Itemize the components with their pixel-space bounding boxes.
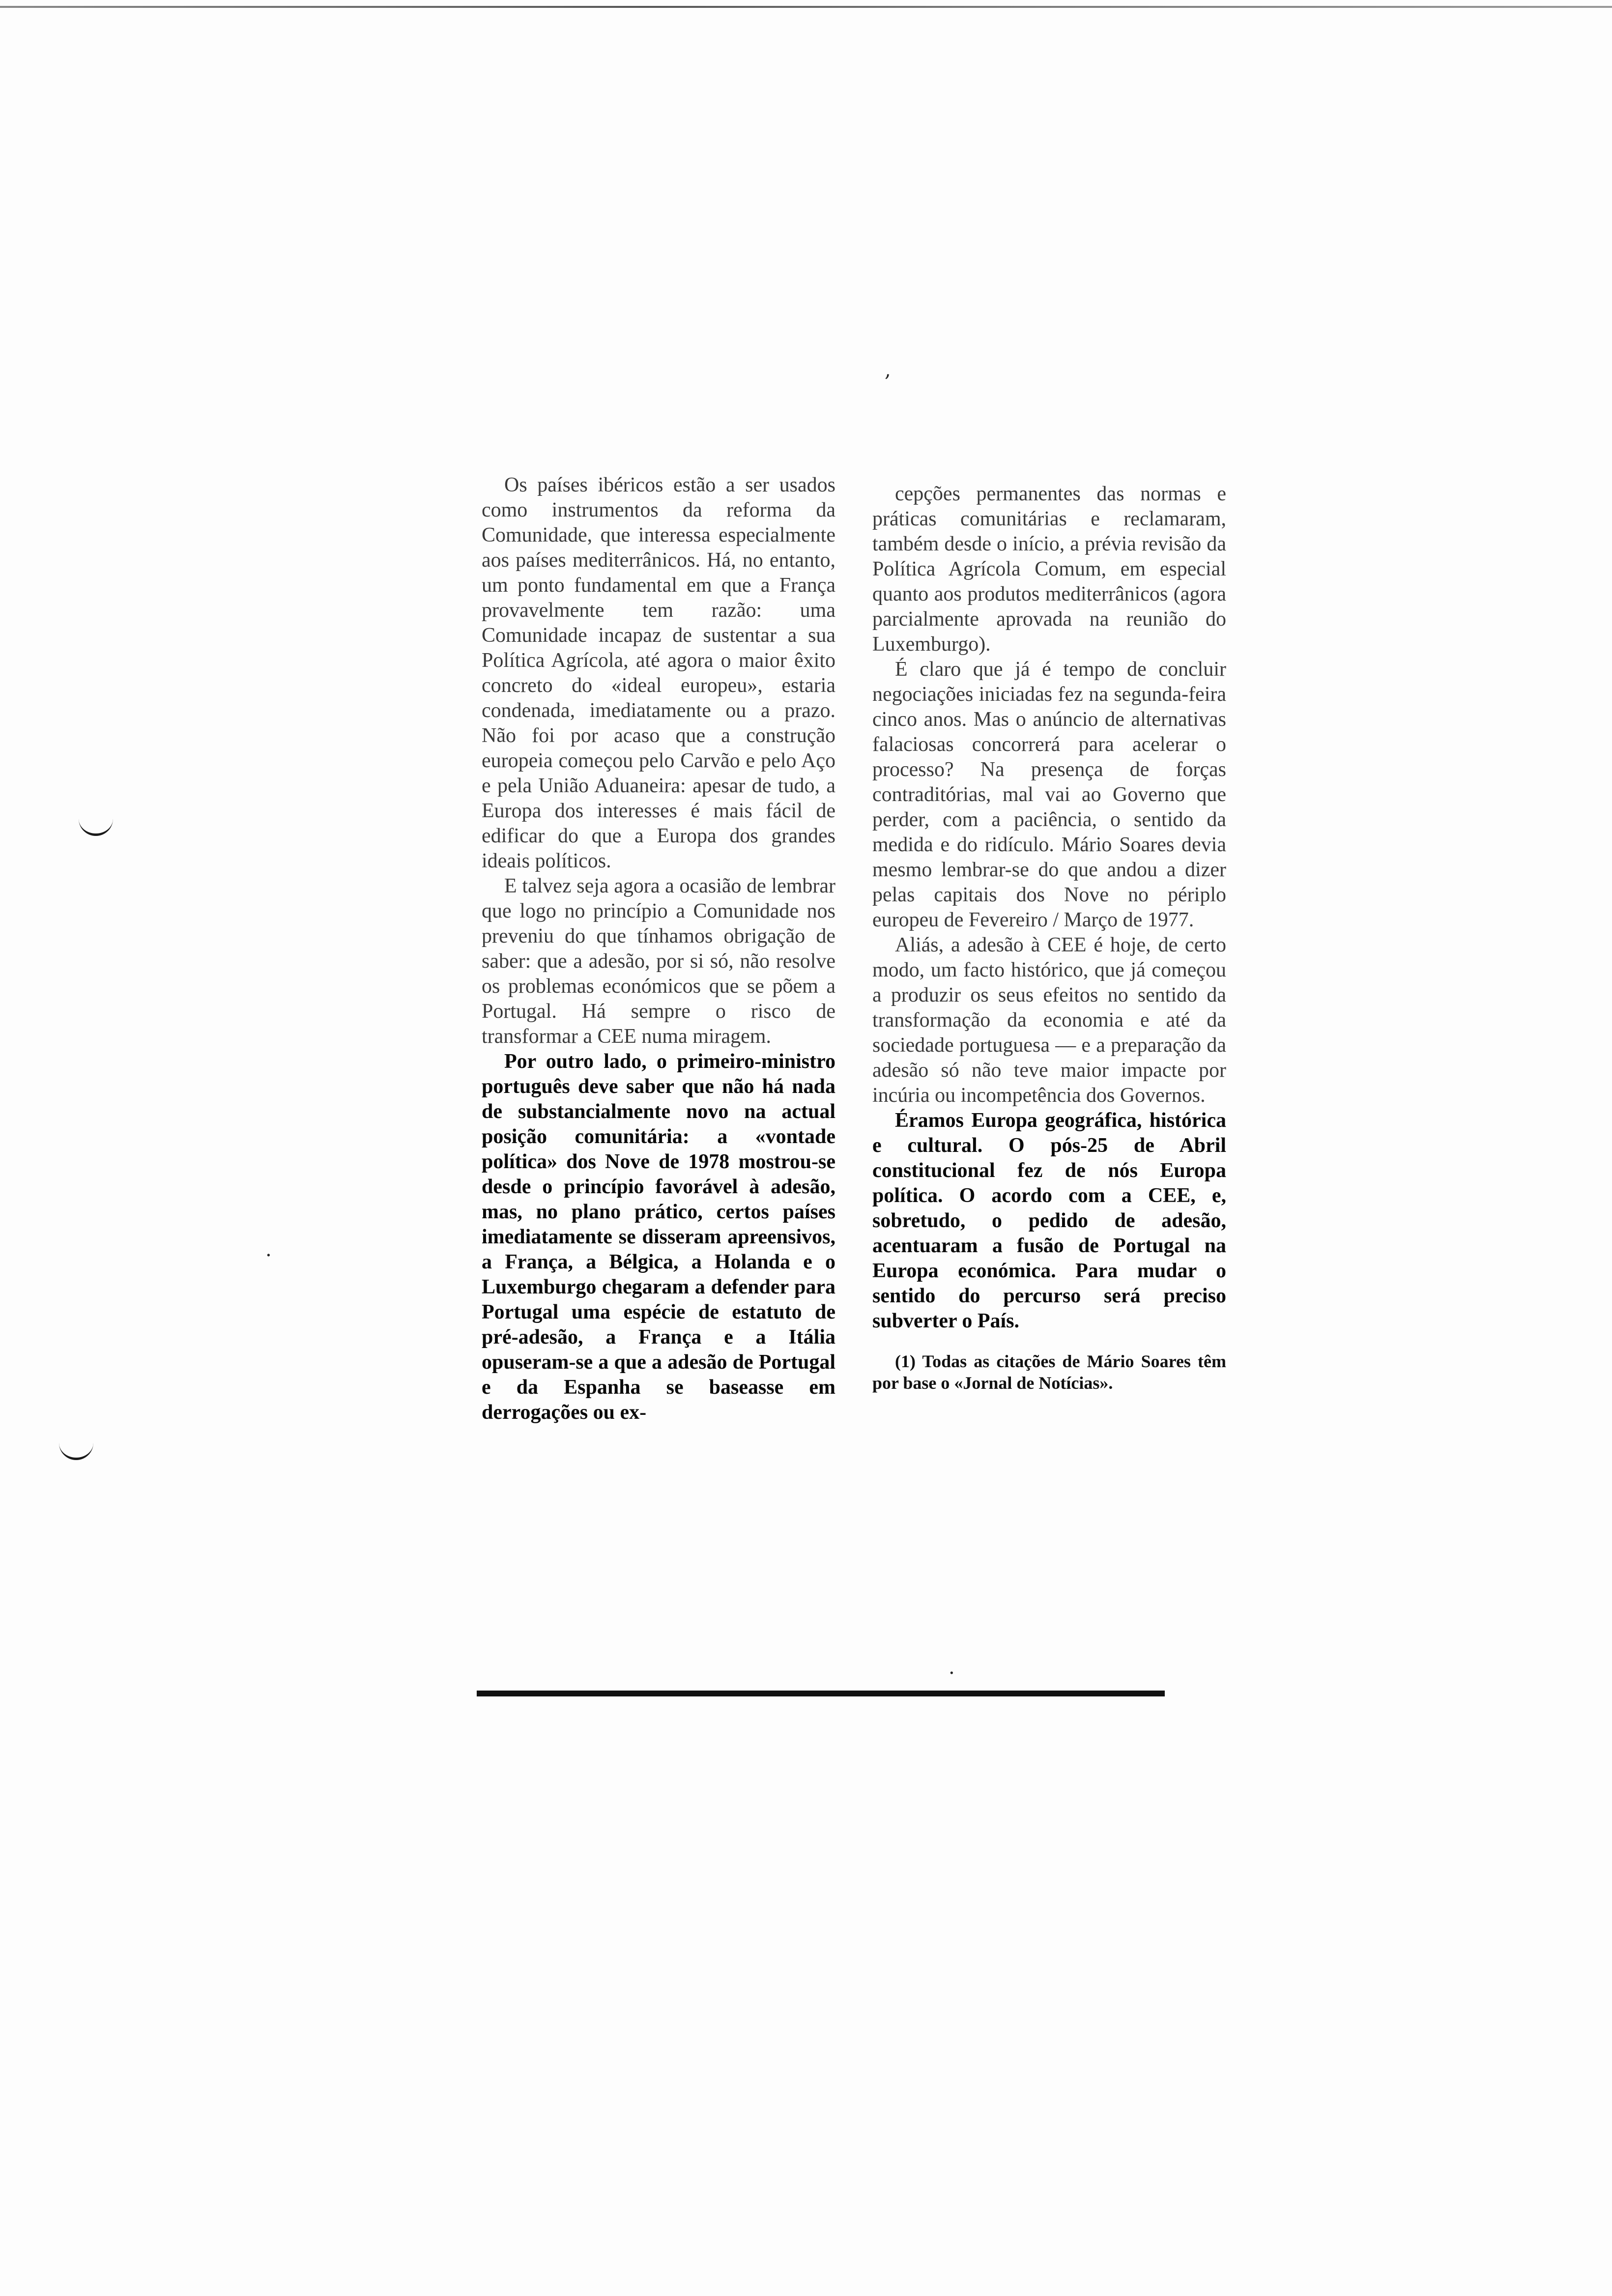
paragraph: Os países ibéricos estão a ser usados como instrumentos da reforma da Comunidade, que interessa especialmente aos países mediterrânicos. Há, no entanto, um ponto fundamental em que a França provavelmente tem razão: uma Comunidade incapaz de sustentar a sua Política Agrícola, até agora o maior êxito concreto do «ideal europeu», estaria condenada, imediatamente ou a prazo. Não foi por acaso que a construção europeia começou pelo Carvão e pelo Aço e pela União Aduaneira: apesar de tudo, a Europa dos interesses é mais fácil de edificar do que a Europa dos grandes ideais políticos. [482,474,835,872]
article-column-right [872,482,1226,1394]
stray-mark: , [885,359,891,381]
stray-dot: . [265,1238,272,1261]
top-scan-rule [0,6,1612,8]
paragraph: É claro que já é tempo de concluir negociações iniciadas fez na segunda-feira cinco anos. Mas o anúncio de alternativas falaciosas concorrerá para acelerar o processo? Na presença de forças contraditórias, mal vai ao Governo que perder, com a paciência, o sentido da medida e do ridículo. Mário Soares devia mesmo lembrar-se do que andou a dizer pelas capitais dos Nove no périplo europeu de Fevereiro / Março de 1977. [872,658,1226,931]
paragraph: Aliás, a adesão à CEE é hoje, de certo modo, um facto histórico, que já começou a produzir os seus efeitos no sentido da transformação da economia e até da sociedade portuguesa — e a preparação da adesão só não teve maior impacte por incúria ou incompetência dos Governos. [872,934,1226,1107]
article-column-left [482,473,835,1425]
stray-dot-footnote: . [949,1656,955,1679]
binder-hole-mark-top [79,816,113,836]
paragraph: Por outro lado, o primeiro-ministro português deve saber que não há nada de substancialmente novo na actual posição comunitária: a «vontade política» dos Nove de 1978 mostrou-se desde o princípio favorável à adesão, mas, no plano prático, certos países imediatamente se disseram apreensivos, a França, a Bélgica, a Holanda e o Luxemburgo chegaram a defender para Portugal uma espécie de estatuto de pré-adesão, a França e a Itália opuseram-se a que a adesão de Portugal e da Espanha se baseasse em derrogações ou ex- [482,1050,835,1424]
paragraph: Éramos Europa geográfica, histórica e cultural. O pós-25 de Abril constitucional fez de nós Europa política. O acordo com a CEE, e, sobretudo, o pedido de adesão, acentuaram a fusão de Portugal na Europa económica. Para mudar o sentido do percurso será preciso subverter o País. [872,1109,1226,1332]
paragraph: E talvez seja agora a ocasião de lembrar que logo no princípio a Comunidade nos preveniu do que tínhamos obrigação de saber: que a adesão, por si só, não resolve os problemas económicos que se põem a Portugal. Há sempre o risco de transformar a CEE numa miragem. [482,875,835,1048]
binder-hole-mark-bottom [59,1440,93,1460]
paragraph: cepções permanentes das normas e práticas comunitárias e reclamaram, também desde o início, a prévia revisão da Política Agrícola Comum, em especial quanto aos produtos mediterrânicos (agora parcialmente aprovada na reunião do Luxemburgo). [872,483,1226,656]
footnote: (1) Todas as citações de Mário Soares têm por base o «Jornal de Notícias». [872,1351,1226,1393]
bottom-rule [477,1691,1165,1696]
